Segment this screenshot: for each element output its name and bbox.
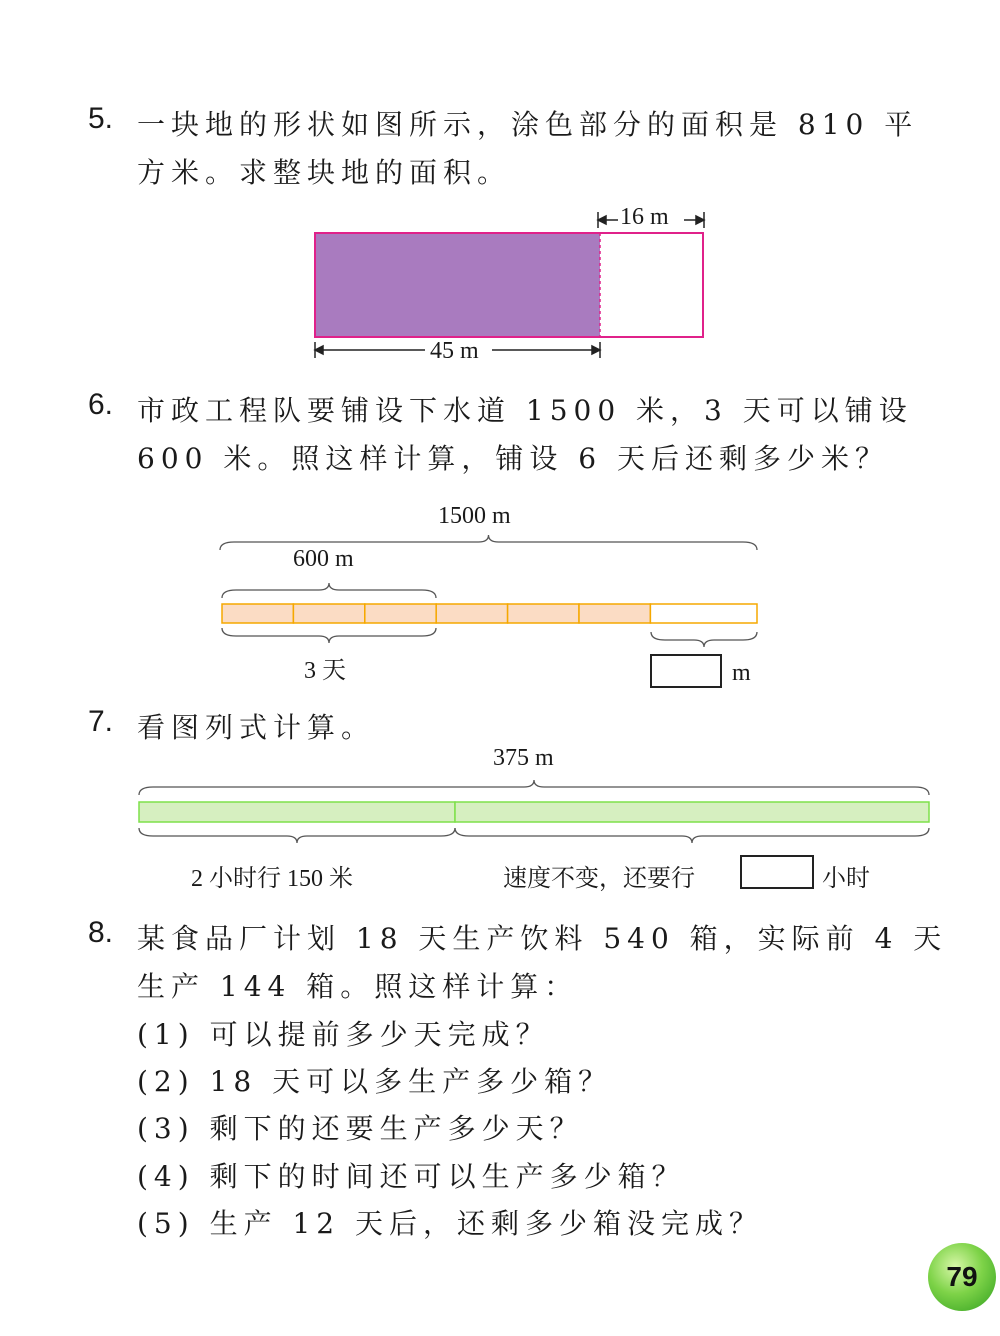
- q7-answer-box[interactable]: [740, 855, 814, 889]
- q7-label-left: 2 小时行 150 米: [191, 866, 353, 892]
- q7-bar-right: [455, 802, 929, 822]
- q6-bar-segment: [508, 604, 579, 623]
- q6-answer-box[interactable]: [650, 654, 722, 688]
- q8-sub-5: (5) 生产 12 天后，还剩多少箱没完成？: [137, 1207, 763, 1240]
- q6-line-1: 市政工程队要铺设下水道 1500 米，3 天可以铺设: [137, 394, 913, 427]
- q5-line-2: 方米。求整块地的面积。: [137, 156, 512, 189]
- q8-sub-2: (2) 18 天可以多生产多少箱？: [137, 1065, 613, 1098]
- q6-number: 6.: [88, 388, 114, 421]
- q6-bar-segment: [436, 604, 507, 623]
- q6-bar-segment: [365, 604, 436, 623]
- q6-bar-segment: [222, 604, 293, 623]
- q6-label-part: 600 m: [293, 546, 354, 572]
- q8-sub-3: (3) 剩下的还要生产多少天？: [137, 1112, 584, 1145]
- q5-shaded-area: [315, 233, 600, 337]
- q7-label-unit: 小时: [822, 866, 870, 892]
- q7-brace-total: [139, 780, 929, 795]
- q8-line-2: 生产 144 箱。照这样计算：: [137, 970, 579, 1003]
- q5-label-45m: 45 m: [430, 338, 479, 364]
- q6-brace-remaining: [651, 632, 757, 647]
- q7-brace-left: [139, 828, 455, 843]
- q8-sub-1: (1) 可以提前多少天完成？: [137, 1018, 550, 1051]
- q5-number: 5.: [88, 102, 114, 135]
- q8-number: 8.: [88, 916, 114, 949]
- q6-brace-600m: [222, 583, 436, 598]
- q7-line-1: 看图列式计算。: [137, 711, 376, 744]
- q7-label-right: 速度不变，还要行: [503, 866, 695, 892]
- q7-brace-right: [455, 828, 929, 843]
- q6-label-unit: m: [732, 660, 751, 686]
- page-number: 79: [928, 1243, 996, 1311]
- braces: [139, 535, 929, 843]
- q6-bar: [222, 604, 757, 623]
- q6-line-2: 600 米。照这样计算，铺设 6 天后还剩多少米？: [137, 442, 889, 475]
- q6-bar-segment: [293, 604, 364, 623]
- q6-label-days: 3 天: [304, 658, 346, 684]
- q8-sub-4: (4) 剩下的时间还可以生产多少箱？: [137, 1160, 686, 1193]
- q6-brace-3days: [222, 628, 436, 643]
- q7-bar-left: [139, 802, 455, 822]
- q6-bar-segment: [579, 604, 650, 623]
- q6-label-total: 1500 m: [438, 503, 511, 529]
- q5-label-16m: 16 m: [620, 204, 669, 230]
- q7-label-total: 375 m: [493, 745, 554, 771]
- q5-line-1: 一块地的形状如图所示，涂色部分的面积是 810 平: [137, 108, 919, 141]
- q6-bar-remaining: [650, 604, 757, 623]
- q7-number: 7.: [88, 705, 114, 738]
- q8-line-1: 某食品厂计划 18 天生产饮料 540 箱，实际前 4 天: [137, 922, 948, 955]
